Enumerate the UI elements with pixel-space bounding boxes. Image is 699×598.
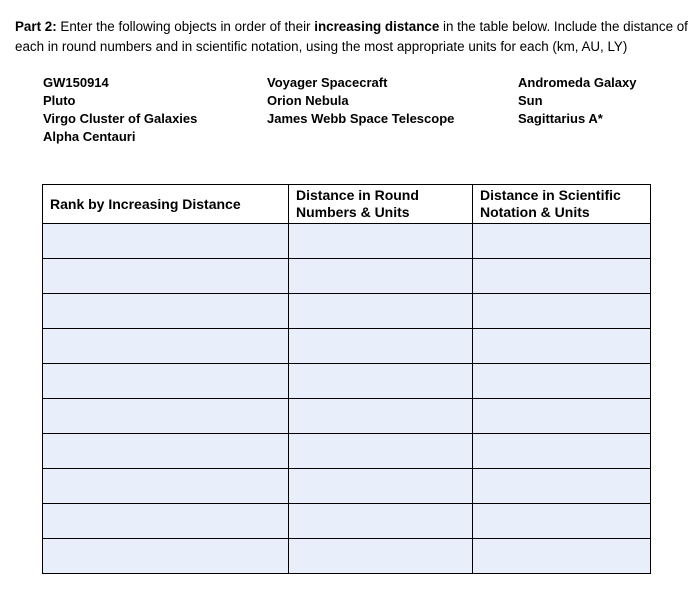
object-list-column-1 <box>43 74 197 146</box>
scientific-distance-cell[interactable] <box>473 329 651 364</box>
header-rank: Rank by Increasing Distance <box>43 185 289 224</box>
scientific-distance-cell[interactable] <box>473 224 651 259</box>
round-distance-cell[interactable] <box>289 364 473 399</box>
object-list-column-2 <box>267 74 454 128</box>
round-distance-cell[interactable] <box>289 539 473 574</box>
round-distance-cell[interactable] <box>289 434 473 469</box>
rank-cell[interactable] <box>43 434 289 469</box>
instructions-emphasis: increasing distance <box>314 19 440 34</box>
table-row <box>43 294 651 329</box>
object-virgo-cluster: Virgo Cluster of Galaxies <box>43 111 198 126</box>
object-alpha-centauri: Alpha Centauri <box>43 129 136 144</box>
scientific-distance-cell[interactable] <box>473 364 651 399</box>
round-distance-cell[interactable] <box>289 259 473 294</box>
table-row <box>43 399 651 434</box>
object-andromeda: Andromeda Galaxy <box>518 75 637 90</box>
ranking-table <box>42 184 651 574</box>
scientific-distance-cell[interactable] <box>473 539 651 574</box>
object-pluto: Pluto <box>43 93 76 108</box>
table-row <box>43 259 651 294</box>
rank-cell[interactable] <box>43 294 289 329</box>
rank-cell[interactable] <box>43 539 289 574</box>
table-row <box>43 329 651 364</box>
object-gw150914: GW150914 <box>43 75 109 90</box>
table-row <box>43 539 651 574</box>
instructions-text-end: in the table below. Include the distance of each in round numbers and in scientific notation, using the most appropriate units for each (km, AU, LY) <box>15 19 688 54</box>
object-sagittarius-a: Sagittarius A* <box>518 111 603 126</box>
instructions-paragraph <box>15 17 691 57</box>
round-distance-cell[interactable] <box>289 399 473 434</box>
instructions-text-start: Enter the following objects in order of their <box>56 19 315 34</box>
header-scientific-distance: Distance in Scientific Notation & Units <box>473 185 651 224</box>
part-label: Part 2: <box>15 19 57 34</box>
rank-cell[interactable] <box>43 259 289 294</box>
rank-cell[interactable] <box>43 329 289 364</box>
object-james-webb: James Webb Space Telescope <box>267 111 455 126</box>
scientific-distance-cell[interactable] <box>473 294 651 329</box>
table-body <box>43 224 651 574</box>
table-row <box>43 434 651 469</box>
scientific-distance-cell[interactable] <box>473 259 651 294</box>
object-voyager: Voyager Spacecraft <box>267 75 388 90</box>
scientific-distance-cell[interactable] <box>473 434 651 469</box>
rank-cell[interactable] <box>43 364 289 399</box>
object-sun: Sun <box>518 93 543 108</box>
table-row <box>43 364 651 399</box>
scientific-distance-cell[interactable] <box>473 469 651 504</box>
scientific-distance-cell[interactable] <box>473 504 651 539</box>
rank-cell[interactable] <box>43 399 289 434</box>
table-header-row <box>43 185 651 224</box>
scientific-distance-cell[interactable] <box>473 399 651 434</box>
round-distance-cell[interactable] <box>289 329 473 364</box>
rank-cell[interactable] <box>43 224 289 259</box>
rank-cell[interactable] <box>43 504 289 539</box>
round-distance-cell[interactable] <box>289 504 473 539</box>
table-row <box>43 469 651 504</box>
rank-cell[interactable] <box>43 469 289 504</box>
table-row <box>43 224 651 259</box>
header-round-distance: Distance in Round Numbers & Units <box>289 185 473 224</box>
round-distance-cell[interactable] <box>289 469 473 504</box>
round-distance-cell[interactable] <box>289 224 473 259</box>
round-distance-cell[interactable] <box>289 294 473 329</box>
table-row <box>43 504 651 539</box>
object-orion-nebula: Orion Nebula <box>267 93 349 108</box>
object-list-column-3 <box>518 74 637 128</box>
